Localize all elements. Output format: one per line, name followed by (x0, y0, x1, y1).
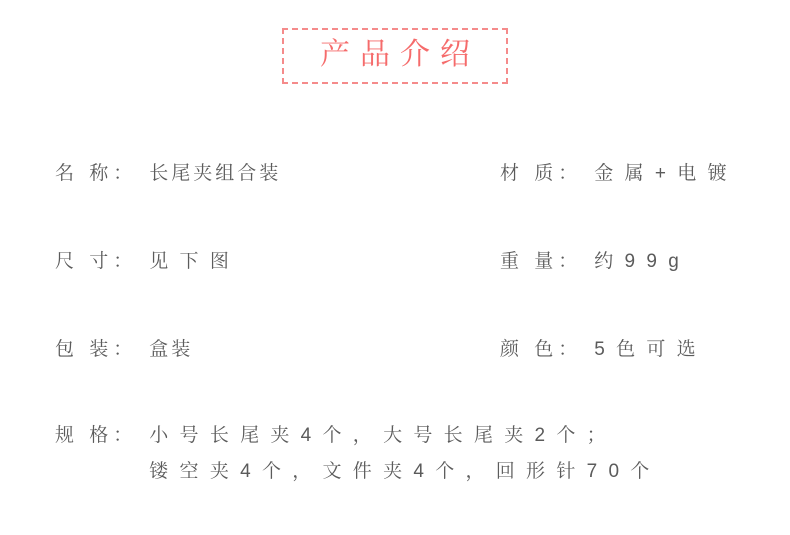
spec-item-specification (55, 418, 652, 490)
spec-item-color (500, 334, 699, 361)
spec-label: 重 量： (500, 251, 583, 272)
spec-item-weight (500, 246, 682, 273)
spec-label: 尺 寸： (55, 251, 138, 272)
spec-label: 颜 色： (500, 339, 583, 360)
spec-value: 5 色 可 选 (594, 339, 699, 360)
spec-item-material (500, 158, 730, 185)
title-area (0, 28, 790, 84)
spec-value-lines (149, 418, 652, 490)
spec-label: 规 格： (55, 425, 138, 446)
spec-label: 包 装： (55, 339, 138, 360)
spec-value-line: 小 号 长 尾 夹 4 个 ， 大 号 长 尾 夹 2 个 ； (149, 425, 609, 446)
spec-value: 盒装 (149, 339, 194, 360)
spec-row (0, 158, 790, 246)
spec-item-name (55, 158, 281, 185)
spec-value: 见 下 图 (149, 251, 232, 272)
spec-item-packaging (55, 334, 193, 361)
spec-value: 约 9 9 g (594, 251, 682, 272)
page-title: 产品介绍 (320, 38, 480, 71)
spec-row (0, 334, 790, 422)
spec-item-size (55, 246, 232, 273)
spec-value: 长尾夹组合装 (149, 163, 282, 184)
spec-value: 金 属 + 电 镀 (594, 163, 730, 184)
spec-label: 名 称： (55, 163, 138, 184)
title-dashed-box (282, 28, 508, 84)
spec-row (0, 246, 790, 334)
spec-value-line: 镂 空 夹 4 个 ， 文 件 夹 4 个 ， 回 形 针 7 0 个 (149, 461, 653, 483)
spec-table (0, 158, 790, 422)
spec-label: 材 质： (500, 163, 583, 184)
